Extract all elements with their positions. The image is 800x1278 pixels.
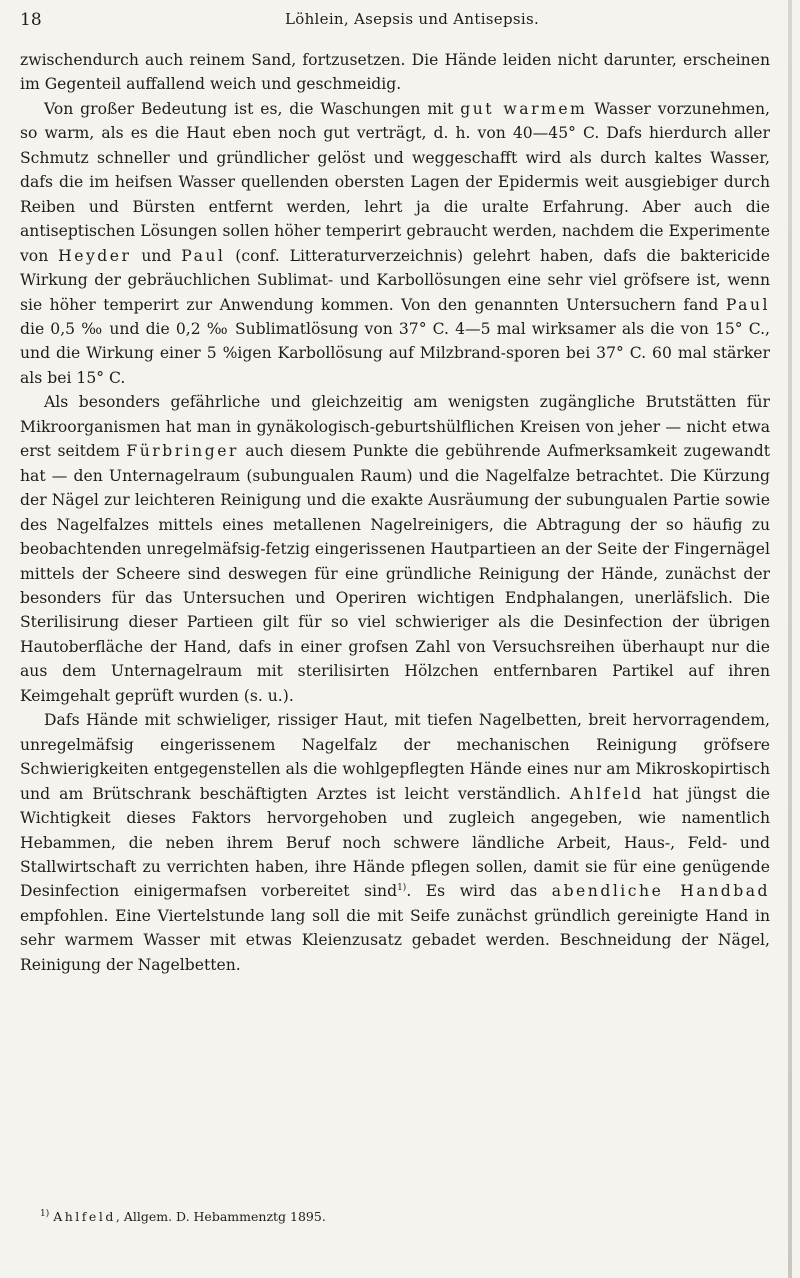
paragraph: [20, 390, 770, 708]
spaced-name: Paul: [181, 246, 226, 265]
spaced-name: Paul: [725, 295, 770, 314]
spaced-name: abendliche Handbad: [551, 882, 770, 901]
text-run: Von großer Bedeutung ist es, die Waschungen mit: [44, 99, 461, 118]
footnote: [40, 1209, 326, 1224]
spaced-name: Fürbringer: [126, 442, 239, 461]
footnote-marker: 1): [40, 1208, 50, 1219]
footnote-author: Ahlfeld: [53, 1209, 116, 1224]
text-run: Als besonders gefährliche und gleichzeitig am wenigsten zugängliche Brutstätten für Mikroorganismen hat man in gynäkologisch-geburtshülflichen Kreisen von jeher — nicht etwa erst seitdem: [20, 393, 770, 461]
page-number: 18: [20, 10, 42, 30]
spaced-name: Heyder: [58, 246, 132, 265]
paragraph: [20, 708, 770, 977]
text-run: die 0,5 ‰ und die 0,2 ‰ Sublimatlösung von 37° C. 4—5 mal wirksamer als die von 15° C., und die Wirkung einer 5 %igen Karbollösung auf Milzbrand-sporen bei 37° C. 60 mal stärker als bei 15° C.: [20, 319, 770, 387]
paragraph: [20, 48, 770, 97]
body-text: [20, 48, 770, 977]
footnote-reference: 1): [397, 883, 407, 894]
page-header: [20, 10, 760, 36]
page-edge: [788, 0, 792, 1278]
text-run: . Es wird das: [406, 882, 552, 901]
text-run: Dafs Hände mit schwieliger, rissiger Haut, mit tiefen Nagelbetten, breit hervorragendem, unregelmäfsig eingerissenem Nagelfalz der mechanischen Reinigung gröfsere Schwierigkeiten entgegenstellen als die wohlgepflegten Hände eines nur am Mikroskopirtisch und am Brütschrank beschäftigten Arztes ist leicht verständlich.: [20, 711, 770, 803]
spaced-name: gut warmem: [460, 99, 588, 118]
text-run: Wasser vorzunehmen, so warm, als es die Haut eben noch gut verträgt, d. h. von 40—45° C. Dafs hierdurch aller Schmutz schneller und gründlicher gelöst und weggeschafft wird als durch kaltes Wasser, dafs die im heifsen Wasser quellenden obersten Lagen der Epidermis weit ausgiebiger durch Reiben und Bürsten entfernt werden, lehrt ja die uralte Erfahrung. Aber auch die antiseptischen Lösungen sollen höher temperirt gebraucht werden, nachdem die Experimente von: [20, 99, 770, 265]
spaced-name: Ahlfeld: [569, 784, 644, 803]
footnote-text: , Allgem. D. Hebammenztg 1895.: [115, 1209, 326, 1224]
text-run: auch diesem Punkte die gebührende Aufmerksamkeit zugewandt hat — den Unternagelraum (subungualen Raum) und die Nagelfalze betrachtet. Die Kürzung der Nägel zur leichteren Reinigung und die exakte Ausräumung der subungualen Partie sowie des Nagelfalzes mittels eines metallenen Nagelreinigers, die Abtragung der so häufig zu beobachtenden unregelmäfsig-fetzig eingerissenen Hautpartieen an der Seite der Fingernägel mittels der Scheere sind deswegen für eine gründliche Reinigung der Hände, zunächst der besonders für das Untersuchen und Operiren wichtigen Endphalangen, unerläfslich. Die Sterilisirung dieser Partieen gilt für so viel schwieriger als die Desinfection der übrigen Hautoberfläche der Hand, dafs in einer grofsen Zahl von Versuchsreihen überhaupt nur die aus dem Unternagelraum mit sterilisirten Hölzchen entfernbaren Partikel auf ihren Keimgehalt geprüft wurden (s. u.).: [20, 442, 770, 705]
text-run: (conf. Litteraturverzeichnis) gelehrt haben, dafs die baktericide Wirkung der gebräuchlichen Sublimat- und Karbollösungen eine sehr viel gröfsere ist, wenn sie höher temperirt zur Anwendung kommen. Von den genannten Untersuchern fand: [20, 246, 771, 314]
running-title: Löhlein, Asepsis und Antisepsis.: [285, 10, 540, 28]
text-run: hat jüngst die Wichtigkeit dieses Faktors hervorgehoben und zugleich angegeben, wie namentlich Hebammen, die neben ihrem Beruf noch schwere ländliche Arbeit, Haus-, Feld- und Stallwirtschaft zu verrichten haben, ihre Hände pflegen sollen, damit sie für eine genügende Desinfection einigermafsen vorbereitet sind: [20, 784, 770, 901]
text-run: empfohlen. Eine Viertelstunde lang soll die mit Seife zunächst gründlich gereinigte Hand in sehr warmem Wasser mit etwas Kleienzusatz gebadet werden. Beschneidung der Nägel, Reinigung der Nagelbetten.: [20, 906, 770, 974]
text-run: zwischendurch auch reinem Sand, fortzusetzen. Die Hände leiden nicht darunter, erscheinen im Gegenteil auffallend weich und geschmeidig.: [20, 51, 770, 94]
paragraph: [20, 97, 770, 390]
text-run: und: [131, 246, 182, 265]
